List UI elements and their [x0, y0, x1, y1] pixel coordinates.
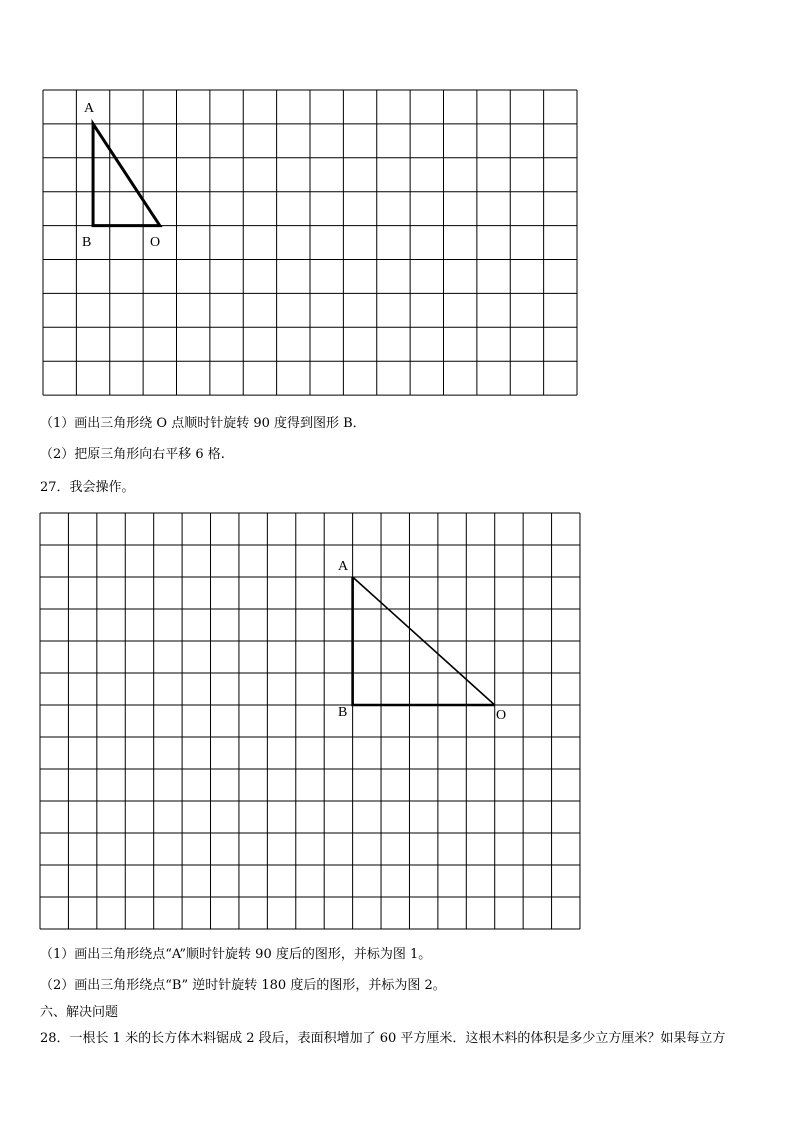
q26-item-1: （1）画出三角形绕 O 点顺时针旋转 90 度得到图形 B．	[40, 416, 366, 431]
figure1-label-B: B	[82, 235, 92, 250]
q28-text: 28．一根长 1 米的长方体木料锯成 2 段后，表面积增加了 60 平方厘米．这根木料的体积是多少立方厘米？如果每立方	[40, 1031, 726, 1046]
figure2-label-A: A	[338, 559, 349, 574]
figure1-grid	[43, 90, 577, 395]
figure2-label-B: B	[338, 705, 348, 720]
figure1-triangle	[93, 124, 160, 226]
q27-title: 27．我会操作。	[40, 480, 135, 495]
figure1-label-O: O	[150, 235, 161, 250]
q27-item-2: （2）画出三角形绕点“B” 逆时针旋转 180 度后的图形，并标为图 2。	[40, 978, 446, 993]
figure2-label-O: O	[496, 708, 507, 723]
section-6-title: 六、解决问题	[40, 1005, 119, 1020]
q26-item-2: （2）把原三角形向右平移 6 格.	[40, 447, 225, 462]
q27-item-1: （1）画出三角形绕点“A”顺时针旋转 90 度后的图形，并标为图 1。	[40, 947, 432, 962]
figure1-label-A: A	[84, 101, 95, 116]
